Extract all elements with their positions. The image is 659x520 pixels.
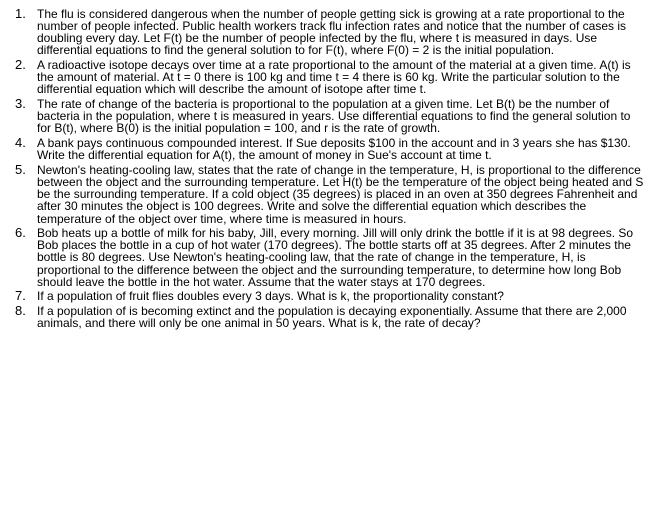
problem-number: 3. <box>15 96 26 112</box>
problem-text: The rate of change of the bacteria is proportional to the population at a given time. Let B(t) be the number of bacteria in the population, where t is measured in years. Use differential equations to find the general solution to for B(t), where B(0) is the initial population = 100, and r is the rate of growth. <box>37 97 631 136</box>
problem-3 <box>0 98 659 134</box>
problem-1 <box>0 8 659 57</box>
problem-5 <box>0 161 659 226</box>
problem-text: Newton's heating-cooling law, states that the rate of change in the temperature, H, is proportional to the difference between the object and the surrounding temperature. Let H(t) be the temperature of the object being heated and S be the surrounding temperature. If a cold object (35 degrees) is placed in an oven at 350 degrees Fahrenheit and after 30 minutes the object is 100 degrees. Write and solve the differential equation which describes the temperature of the object over time, where time is measured in hours. <box>37 162 644 226</box>
problem-number: 2. <box>15 57 26 73</box>
problem-text: If a population of fruit flies doubles every 3 days. What is k, the proportionality constant? <box>37 289 504 304</box>
problem-7 <box>0 290 659 302</box>
problem-6 <box>0 227 659 288</box>
problem-4 <box>0 137 659 161</box>
problem-text: The flu is considered dangerous when the number of people getting sick is growing at a rate proportional to the number of people infected. Public health workers track flu infection rates and notice that the number of cases is doubling every day. Let F(t) be the number of people infected by the flu, where t is measured in days. Use differential equations to find the general solution to for F(t), where F(0) = 2 is the initial population. <box>37 7 626 58</box>
problem-text: Bob heats up a bottle of milk for his baby, Jill, every morning. Jill will only drink the bottle if it is at 98 degrees. So Bob places the bottle in a cup of hot water (170 degrees). The bottle starts off at 35 degrees. After 2 minutes the bottle is 80 degrees. Use Newton's heating-cooling law, that the rate of change in the temperature, H, is proportional to the difference between the object and the surrounding temperature, to determine how long Bob should leave the bottle in the hot water. Assume that the water stays at 170 degrees. <box>37 226 634 289</box>
problem-number: 1. <box>15 6 26 21</box>
problem-text: If a population of is becoming extinct and the population is decaying exponentially. Assume that there are 2,000 animals, and there will only be one animal in 50 years. What is k, the rate of decay? <box>37 304 627 331</box>
problem-number: 5. <box>15 161 26 177</box>
problem-number: 6. <box>15 225 26 241</box>
problem-2 <box>0 59 659 95</box>
problem-number: 7. <box>15 288 26 304</box>
problem-text: A bank pays continuous compounded interest. If Sue deposits $100 in the account and in 3 years she has $130. Write the differential equation for A(t), the amount of money in Sue's account at time t. <box>37 136 631 163</box>
problem-number: 8. <box>15 303 26 319</box>
problem-list <box>0 8 659 332</box>
problem-text: A radioactive isotope decays over time at a rate proportional to the amount of the material at a given time. A(t) is the amount of material. At t = 0 there is 100 kg and time t = 4 there is 60 kg. Write the particular solution to the differential equation which will describe the amount of isotope after time t. <box>37 58 631 97</box>
problem-8 <box>0 305 659 329</box>
problem-number: 4. <box>15 135 26 151</box>
